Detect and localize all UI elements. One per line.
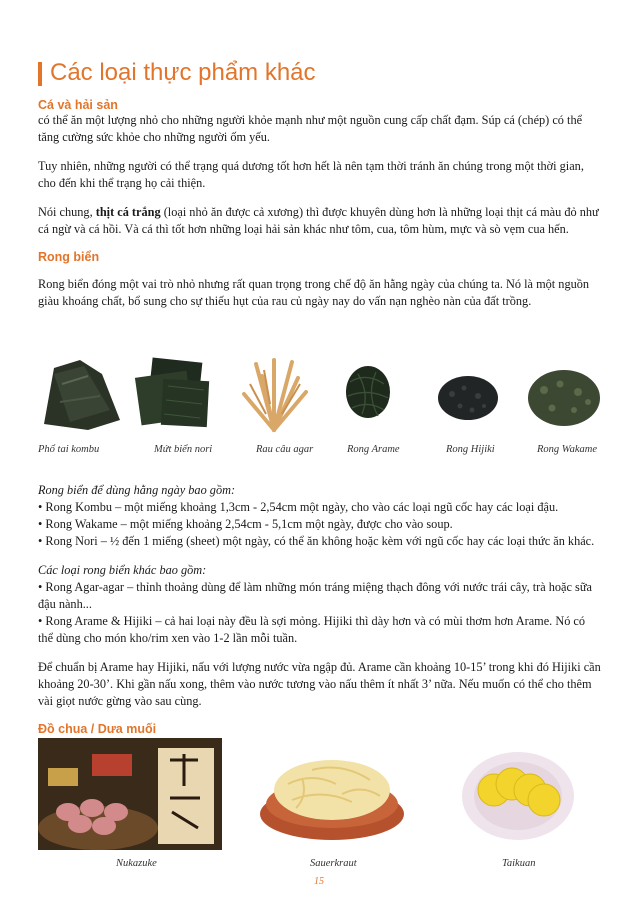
caption-sauerkraut: Sauerkraut xyxy=(310,858,357,869)
heading-fish: Cá và hải sản xyxy=(38,98,118,112)
caption-kombu: Phổ tai kombu xyxy=(38,444,100,455)
seaweed-daily-title-text: Rong biển để dùng hằng ngày bao gồm: xyxy=(38,483,236,497)
title-row xyxy=(38,52,603,94)
arame-image xyxy=(336,354,400,434)
seaweed-daily-item: • Rong Kombu – một miếng khoảng 1,3cm - 2,54cm một ngày, cho vào các loại ngũ cốc hay các loại đậu. xyxy=(38,500,559,514)
seaweed-images-row xyxy=(38,354,603,434)
nori-image xyxy=(128,354,212,434)
heading-seaweed: Rong biển xyxy=(38,250,100,264)
sauerkraut-image xyxy=(252,744,412,844)
kombu-image xyxy=(40,354,124,434)
seaweed-captions xyxy=(38,444,603,458)
fish-p3-pre: Nói chung, xyxy=(38,205,96,219)
seaweed-daily-title xyxy=(38,482,603,499)
seaweed-usage-block xyxy=(38,482,603,736)
seaweed-prep: Để chuẩn bị Arame hay Hijiki, nấu với lượng nước vừa ngập đủ. Arame cần khoảng 10-15’ trong khi đó Hijiki cần khoảng 20-30’. Khi gần nấu xong, thêm vào nước tương vào nấu thêm ít nhất 3’ nữa. Nếu muốn có thể cho thêm vài giọt nước gừng vào sau cùng. xyxy=(38,660,601,708)
seaweed-other-item: • Rong Agar-agar – thỉnh thoảng dùng để làm những món tráng miệng thạch đông với nước trái cây, trà hoặc sữa đậu nành... xyxy=(38,580,592,611)
page-number: 15 xyxy=(314,876,324,887)
seaweed-paragraph-1: Rong biển đóng một vai trò nhỏ nhưng rất quan trọng trong chế độ ăn hằng ngày của chúng ta. Nó là một nguồn giàu khoáng chất, bổ sung cho sự thiếu hụt của rau củ ngày nay do vấn nạn nghèo nàn của đất trồng. xyxy=(38,277,590,308)
seaweed-daily-item: • Rong Wakame – một miếng khoảng 2,54cm - 5,1cm một ngày, được cho vào soup. xyxy=(38,517,453,531)
heading-pickles: Đồ chua / Dưa muối xyxy=(38,722,157,736)
hijiki-image xyxy=(430,354,506,434)
caption-wakame: Rong Wakame xyxy=(537,444,597,455)
seaweed-other-item: • Rong Arame & Hijiki – cả hai loại này đều là sợi mỏng. Hijiki thì dày hơn và có mùi thơm hơn Arame. Nó có thể dùng cho món kho/rim xen vào 1-2 lần mỗi tuần. xyxy=(38,614,586,645)
fish-paragraph-2: Tuy nhiên, những người có thể trạng quá dương tốt hơn hết là nên tạm thời tránh ăn chúng trong một thời gian, cho đến khi thể trạng họ cải thiện. xyxy=(38,159,584,190)
caption-hijiki: Rong Hijiki xyxy=(446,444,495,455)
caption-taikuan: Taikuan xyxy=(502,858,536,869)
seaweed-daily-item: • Rong Nori – ½ đến 1 miếng (sheet) một ngày, có thể ăn không hoặc kèm với ngũ cốc hay các loại thức ăn khác. xyxy=(38,534,595,548)
seaweed-other-title xyxy=(38,562,603,579)
wakame-image xyxy=(524,354,602,434)
fish-paragraph-3 xyxy=(38,204,603,238)
caption-nori: Mứt biển nori xyxy=(154,444,213,455)
seaweed-other-title-text: Các loại rong biển khác bao gồm: xyxy=(38,563,207,577)
fish-paragraph-1: có thể ăn một lượng nhỏ cho những người khỏe mạnh như một nguồn cung cấp chất đạm. Súp cá (chép) có thể tăng cường sức khỏe cho những người ốm yếu. xyxy=(38,113,583,144)
title-accent-bar xyxy=(38,62,42,86)
agar-image xyxy=(234,354,314,434)
caption-agar: Rau câu agar xyxy=(256,444,314,455)
caption-arame: Rong Arame xyxy=(347,444,400,455)
nukazuke-image xyxy=(38,738,222,850)
fish-p3-post: (loại nhỏ ăn được cả xương) thì được khuyên dùng hơn là những loại thịt cá màu đỏ như cá ngừ và cá hồi. Và cá thì tốt hơn những loại hải sản khác như tôm, cua, tôm hùm, mực và sò vẹm cua hến. xyxy=(38,205,599,236)
caption-nukazuke: Nukazuke xyxy=(116,858,157,869)
pickles-images-row xyxy=(38,738,603,850)
page-title: Các loại thực phẩm khác xyxy=(50,59,316,86)
taikuan-image xyxy=(458,738,578,842)
fish-p3-bold: thịt cá trắng xyxy=(95,205,161,219)
page-content xyxy=(38,52,603,869)
